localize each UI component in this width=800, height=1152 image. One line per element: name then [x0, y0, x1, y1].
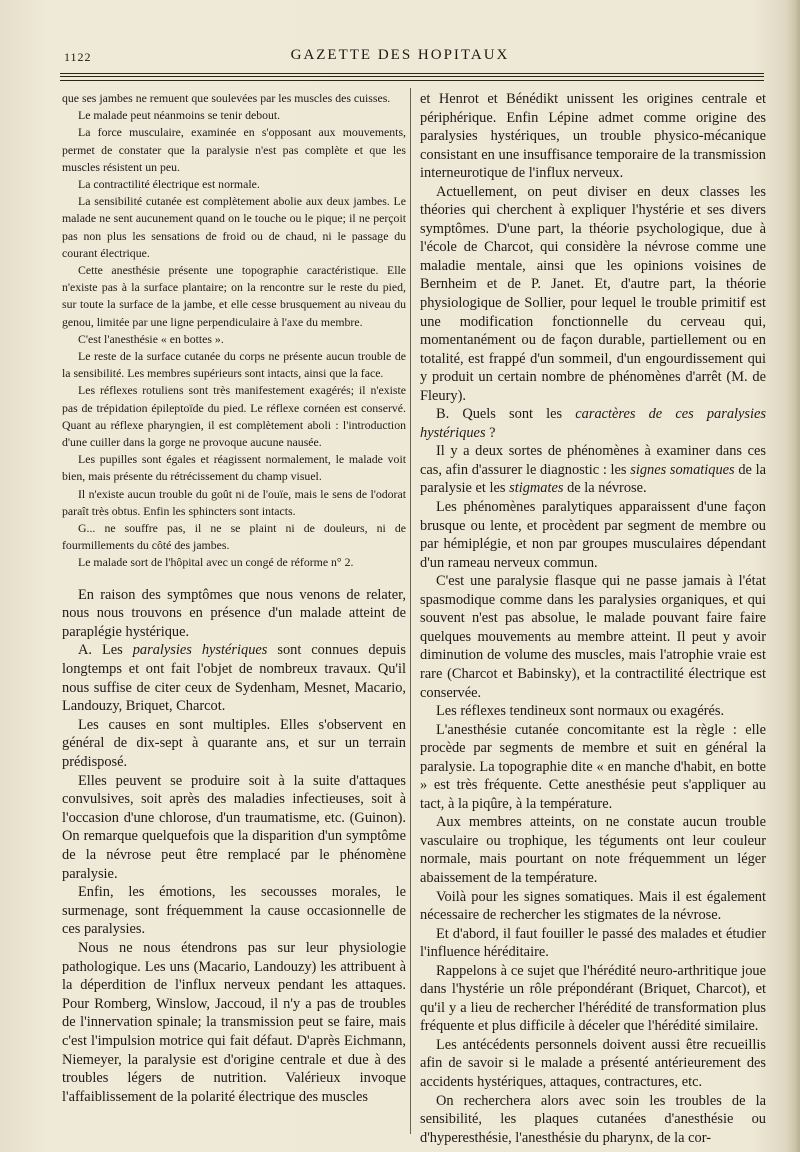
- column-divider: [410, 88, 411, 1134]
- paragraph: Rappelons à ce sujet que l'hérédité neuro-arthritique joue dans l'hystérie un rôle prépondérant (Briquet, Charcot), et qu'il y a lieu de rechercher l'hérédité de transformation plus fréquente et plus difficile à déceler que l'hérédité similaire.: [420, 962, 766, 1035]
- paragraph: G... ne souffre pas, il ne se plaint ni de douleurs, ni de fourmillements du côté des jambes.: [62, 521, 406, 553]
- text-run: ?: [485, 424, 496, 441]
- paragraph: Elles peuvent se produire soit à la suite d'attaques convulsives, soit après des maladies infectieuses, soit à l'occasion d'une chlorose, d'un traumatisme, etc. (Guinon). On remarque quelquefois que la disparition d'un symptôme de la névrose peut être remplacé par le phénomène paralysie.: [62, 772, 406, 882]
- header-rule: [60, 73, 764, 74]
- paragraph: et Henrot et Bénédikt unissent les origines centrale et périphérique. Enfin Lépine admet comme origine des paralysies hystériques, un trouble physico-mécanique consistant en une insuffisance temporaire de la transmission interneurotique de l'influx nerveux.: [420, 91, 766, 182]
- paragraph: L'anesthésie cutanée concomitante est la règle : elle procède par segments de membre et suit en général la paralysie. La topographie dite « en manche d'habit, en botte » est très fréquente. Cette anesthésie peut s'appliquer au tact, à la piqûre, à la température.: [420, 721, 766, 812]
- header-rule: [60, 76, 764, 77]
- paragraph: Les phénomènes paralytiques apparaissent d'une façon brusque ou lente, et procèdent par segment de membre ou par hémiplégie, et non par groupes musculaires dépendant d'un rameau nerveux commun.: [420, 499, 766, 571]
- left-column: [62, 90, 406, 1106]
- paragraph: [420, 442, 766, 498]
- paragraph: Les causes en sont multiples. Elles s'observent en général de dix-sept à quarante ans, et sur un terrain prédisposé.: [62, 716, 406, 771]
- page-number: 1122: [64, 50, 92, 64]
- case-report: [62, 90, 406, 572]
- paragraph: Le reste de la surface cutanée du corps ne présente aucun trouble de la sensibilité. Les membres supérieurs sont intacts, ainsi que la face.: [62, 349, 406, 381]
- paragraph: La sensibilité cutanée est complètement abolie aux deux jambes. Le malade ne sent aucunement quand on le touche ou le pique; il ne perçoit pas non plus les sensations de froid ou de chaud, ni le passage du courant électrique.: [62, 194, 406, 260]
- right-column: [420, 90, 766, 1147]
- paragraph: En raison des symptômes que nous venons de relater, nous nous trouvons en présence d'un malade atteint de paraplégie hystérique.: [62, 586, 406, 640]
- italic-phrase: paralysies hystériques: [132, 642, 268, 659]
- paragraph: Voilà pour les signes somatiques. Mais il est également nécessaire de rechercher les stigmates de la névrose.: [420, 888, 766, 924]
- paragraph: C'est l'anesthésie « en bottes ».: [78, 331, 224, 346]
- paragraph: Les réflexes tendineux sont normaux ou exagérés.: [436, 703, 725, 720]
- paragraph: Il n'existe aucun trouble du goût ni de l'ouïe, mais le sens de l'odorat paraît très obtus. Enfin les sphincters sont intacts.: [62, 486, 406, 518]
- text-run: de la névrose.: [563, 480, 647, 497]
- italic-phrase: stigmates: [509, 480, 564, 497]
- paragraph: Nous ne nous étendrons pas sur leur physiologie pathologique. Les uns (Macario, Landouzy) les attribuent à la déperdition de l'influx nerveux pendant les attaques. Pour Romberg, Winslow, Jaccoud, il n'y a pas de troubles de l'innervation spinale; la transmission peut se faire, mais c'est l'impulsion motrice qui fait défaut. D'après Eichmann, Niemeyer, la paralysie est d'origine centrale et due à des troubles légers de nutrition. Valérieux invoque l'affaiblissement de la polarité électrique des muscles: [62, 939, 406, 1105]
- paragraph: Et d'abord, il faut fouiller le passé des malades et étudier l'influence héréditaire.: [420, 925, 766, 961]
- italic-phrase: caractères de ces paralysies hystériques: [420, 406, 766, 441]
- paragraph: Le malade peut néanmoins se tenir debout.: [78, 108, 281, 123]
- commentary: [62, 586, 406, 1107]
- paragraph: La contractilité électrique est normale.: [78, 177, 260, 192]
- paragraph: Les antécédents personnels doivent aussi être recueillis afin de savoir si le malade a présenté antérieurement des accidents hystériques, attaques, contractures, etc.: [420, 1036, 766, 1090]
- paragraph: Aux membres atteints, on ne constate aucun trouble vasculaire ou trophique, les téguments ont leur couleur normale, mais pourtant on note fréquemment un léger abaissement de la température.: [420, 814, 766, 886]
- paragraph: Les réflexes rotuliens sont très manifestement exagérés; il n'existe pas de trépidation épileptoïde du pied. Le réflexe cornéen est conservé. Quant au réflexe pharyngien, il est complètement aboli : l'introduction d'une cuiller dans la gorge ne provoque aucune nausée.: [62, 383, 406, 450]
- paragraph: C'est une paralysie flasque qui ne passe jamais à l'état spasmodique comme dans les paralysies organiques, et qui souvent n'est pas absolue, le malade pouvant faire faire quelques mouvements au membre atteint. Il peut y avoir diminution de volume des muscles, mais l'atrophie vraie est rare (Charcot et Babinsky), et la contractilité électrique est conservée.: [420, 573, 766, 701]
- paragraph: Actuellement, on peut diviser en deux classes les théories qui cherchent à expliquer l'hystérie et ses divers symptômes. D'une part, la théorie psychologique, due à l'école de Charcot, qui considère la névrose comme une maladie mentale, ainsi que les opinions voisines de Bernheim et de P. Janet. Et, d'autre part, la théorie physiologique de Sollier, pour lequel le trouble primitif est une modification fonctionnelle du cerveau qui, momentanément ou de façon durable, partiellement ou en totalité, est frappé d'un sommeil, d'un engourdissement qui y produit un certain nombre de phénomènes d'arrêt (M. de Fleury).: [420, 183, 766, 404]
- paragraph: que ses jambes ne remuent que soulevées par les muscles des cuisses.: [62, 91, 391, 105]
- paragraph: Cette anesthésie présente une topographie caractéristique. Elle n'existe pas à la surface plantaire; on la rencontre sur le reste du pied, sur toute la surface de la jambe, et elle cesse brusquement au niveau du genou, limitée par une ligne perpendiculaire à l'axe du membre.: [62, 263, 406, 329]
- paragraph: Les pupilles sont égales et réagissent normalement, le malade voit bien, mais présente du rétrécissement du champ visuel.: [62, 452, 406, 484]
- page-edge-shadow: [786, 0, 800, 1152]
- paragraph: Le malade sort de l'hôpital avec un congé de réforme n° 2.: [78, 555, 354, 570]
- header-rule: [60, 80, 764, 81]
- text-run: Il y a deux sortes de phénomènes à examiner dans ces cas, afin d'assurer le diagnostic : les: [420, 443, 766, 478]
- journal-title: GAZETTE DES HOPITAUX: [290, 47, 510, 63]
- italic-phrase: signes somatiques: [630, 461, 735, 478]
- paragraph: Enfin, les émotions, les secousses morales, le surmenage, sont fréquemment la cause occasionnelle de ces paralysies.: [62, 884, 406, 938]
- paragraph: La force musculaire, examinée en s'opposant aux mouvements, permet de constater que la paralysie n'est pas complète et que les muscles résistent un peu.: [62, 125, 406, 174]
- text-run: A. Les: [78, 642, 133, 659]
- text-run: de la paralysie et les: [420, 461, 766, 497]
- text-run: sont connues depuis longtemps et ont fait l'objet de nombreux travaux. Qu'il nous suffise de citer ceux de Sydenham, Mesnet, Macario, Landouzy, Briquet, Charcot.: [62, 642, 406, 715]
- text-run: B. Quels sont les: [436, 406, 576, 423]
- paragraph: [62, 641, 406, 715]
- paragraph: [420, 405, 766, 442]
- paragraph: On recherchera alors avec soin les troubles de la sensibilité, les plaques cutanées d'anesthésie ou d'hyperesthésie, l'anesthésie du pharynx, de la cor-: [420, 1092, 766, 1146]
